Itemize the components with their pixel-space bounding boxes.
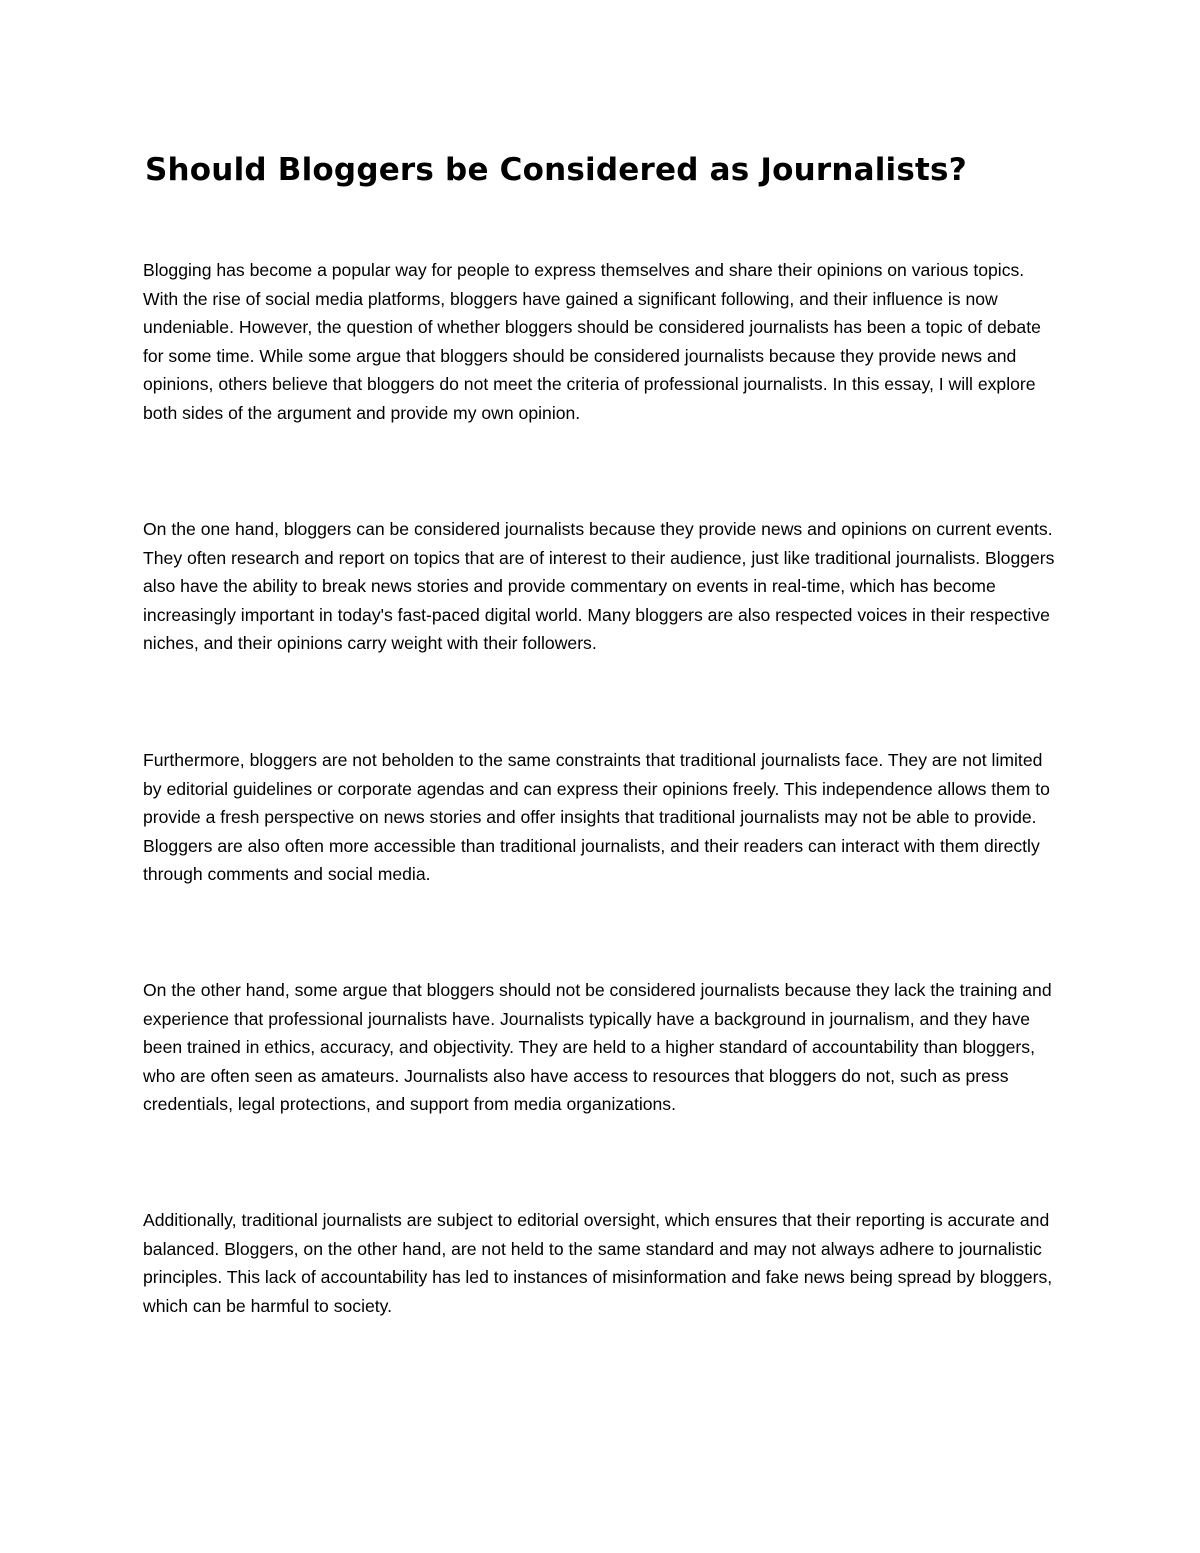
paragraph-other-hand: On the other hand, some argue that bloggers should not be considered journalists because they lack the training and experience that professional journalists have. Journalists typically have a background in journalism, and they have been trained in ethics, accuracy, and objectivity. They are held to a higher standard of accountability than bloggers, who are often seen as amateurs. Journalists also have access to resources that bloggers do not, such as press credentials, legal protections, and support from media organizations. bbox=[143, 980, 1052, 1115]
paragraph-furthermore: Furthermore, bloggers are not beholden to the same constraints that traditional journalists face. They are not limited by editorial guidelines or corporate agendas and can express their opinions freely. This independence allows them to provide a fresh perspective on news stories and offer insights that traditional journalists may not be able to provide. Bloggers are also often more accessible than traditional journalists, and their readers can interact with them directly through comments and social media. bbox=[143, 750, 1050, 885]
document-title: Should Bloggers be Considered as Journalists? bbox=[145, 152, 967, 188]
paragraph-one-hand: On the one hand, bloggers can be considered journalists because they provide news and opinions on current events. They often research and report on topics that are of interest to their audience, just like traditional journalists. Bloggers also have the ability to break news stories and provide commentary on events in real-time, which has become increasingly important in today's fast-paced digital world. Many bloggers are also respected voices in their respective niches, and their opinions carry weight with their followers. bbox=[143, 519, 1055, 654]
paragraph-additionally: Additionally, traditional journalists are subject to editorial oversight, which ensures that their reporting is accurate and balanced. Bloggers, on the other hand, are not held to the same standard and may not always adhere to journalistic principles. This lack of accountability has led to instances of misinformation and fake news being spread by bloggers, which can be harmful to society. bbox=[143, 1210, 1053, 1316]
paragraph-introduction: Blogging has become a popular way for people to express themselves and share their opinions on various topics. With the rise of social media platforms, bloggers have gained a significant following, and their influence is now undeniable. However, the question of whether bloggers should be considered journalists has been a topic of debate for some time. While some argue that bloggers should be considered journalists because they provide news and opinions, others believe that bloggers do not meet the criteria of professional journalists. In this essay, I will explore both sides of the argument and provide my own opinion. bbox=[143, 260, 1041, 423]
